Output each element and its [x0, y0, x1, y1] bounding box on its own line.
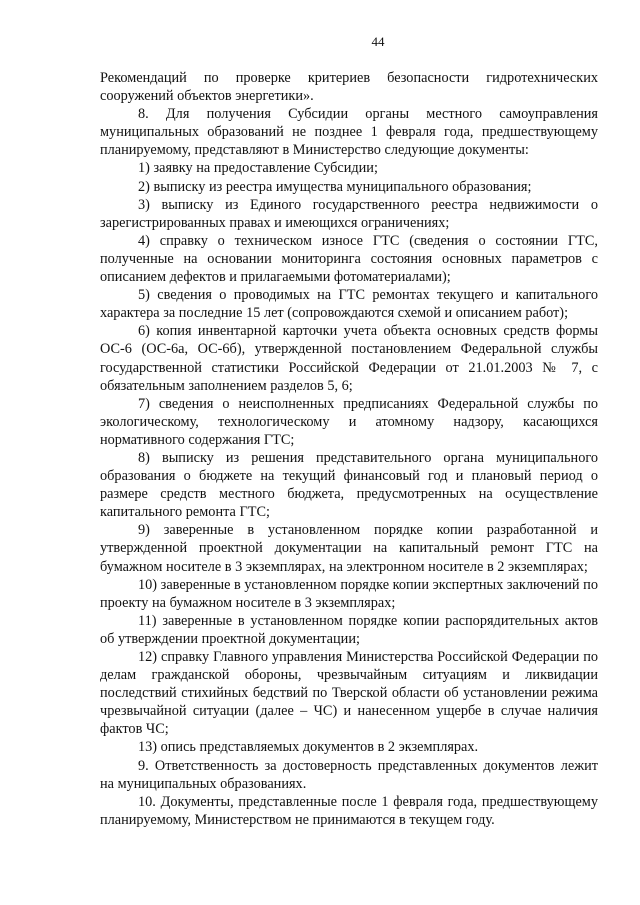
list-item-4: 4) справку о техническом износе ГТС (сведения о состоянии ГТС, полученные на основании мониторинга состояния основных параметров с описанием дефектов и прилагаемыми фотоматериалами);	[100, 232, 598, 286]
list-item-3: 3) выписку из Единого государственного реестра недвижимости о зарегистрированных правах и имеющихся ограничениях;	[100, 196, 598, 231]
list-item-12: 12) справку Главного управления Министерства Российской Федерации по делам гражданской обороны, чрезвычайным ситуациям и ликвидации последствий стихийных бедствий по Тверской области об установлении режима чрезвычайной ситуации (далее – ЧС) и нанесенном ущербе в случае наличия фактов ЧС;	[100, 649, 598, 738]
list-item-6: 6) копия инвентарной карточки учета объекта основных средств формы ОС-6 (ОС-6а, ОС-6б), утвержденной постановлением Федеральной службы государственной статистики Российской Федерации от 21.01.2003 № 7, с обязательным заполнением разделов 5, 6;	[100, 323, 598, 394]
list-item-8: 8) выписку из решения представительного органа муниципального образования о бюджете на текущий финансовый год и плановый период о размере средств местного бюджета, предусмотренных на осуществление капитального ремонта ГТС;	[100, 449, 598, 521]
list-item-9: 9) заверенные в установленном порядке копии разработанной и утвержденной проектной документации на капитальный ремонт ГТС на бумажном носителе в 3 экземплярах, на электронном носителе в 2 экземплярах;	[100, 522, 598, 575]
list-item-7: 7) сведения о неисполненных предписаниях Федеральной службы по экологическому, технологическому и атомному надзору, касающихся нормативного содержания ГТС;	[100, 395, 598, 448]
list-item-2: 2) выписку из реестра имущества муниципального образования;	[138, 178, 532, 195]
list-item-5: 5) сведения о проводимых на ГТС ремонтах текущего и капитального характера за последние 15 лет (сопровождаются схемой и описанием работ);	[100, 287, 598, 322]
list-item-13: 13) опись представляемых документов в 2 экземплярах.	[138, 739, 479, 756]
list-item-10: 10) заверенные в установленном порядке копии экспертных заключений по проекту на бумажном носителе в 3 экземплярах;	[100, 576, 598, 611]
list-item-1: 1) заявку на предоставление Субсидии;	[138, 160, 378, 177]
document-body	[100, 69, 598, 829]
list-item-11: 11) заверенные в установленном порядке копии распорядительных актов об утверждении проектной документации;	[100, 612, 598, 647]
paragraph-item-9: 9. Ответственность за достоверность представленных документов лежит на муниципальных образованиях.	[100, 757, 598, 792]
page-number: 44	[371, 34, 385, 49]
paragraph-continuation: Рекомендаций по проверке критериев безопасности гидротехнических сооружений объектов энергетики».	[100, 70, 598, 105]
paragraph-item-10: 10. Документы, представленные после 1 февраля года, предшествующему планируемому, Министерством не принимаются в текущем году.	[100, 793, 598, 828]
paragraph-item-8: 8. Для получения Субсидии органы местного самоуправления муниципальных образований не позднее 1 февраля года, предшествующему планируемому, представляют в Министерство следующие документы:	[100, 106, 598, 159]
